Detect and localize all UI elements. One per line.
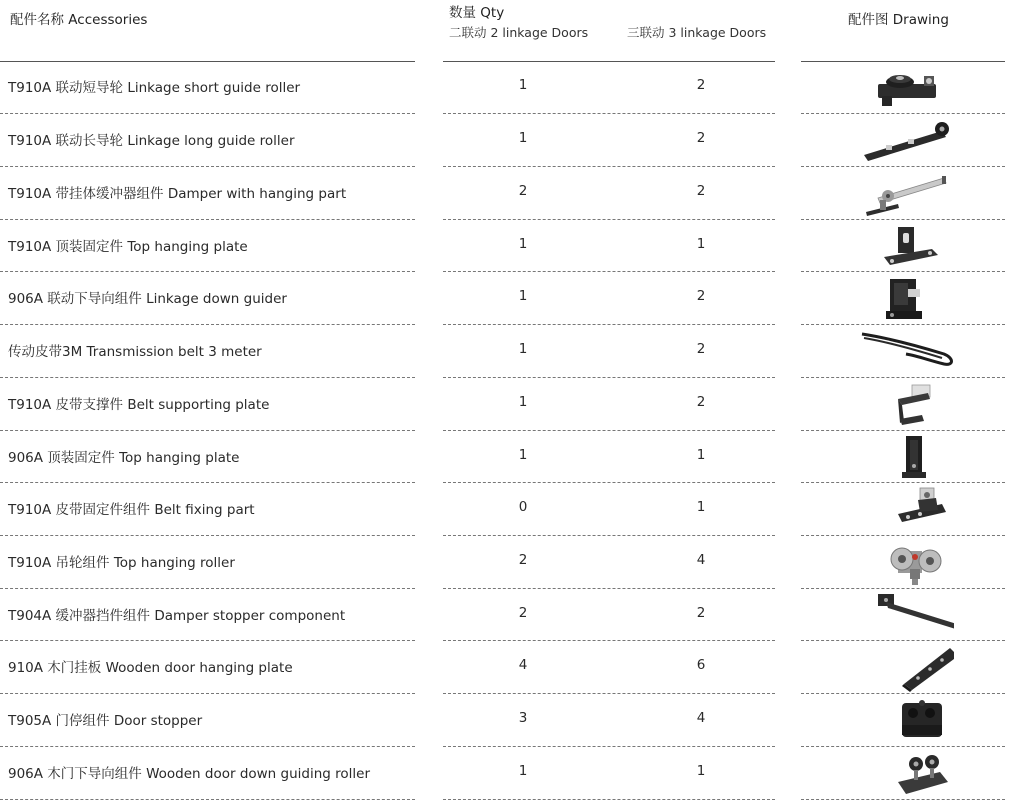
table-row [0,642,1015,695]
qty-3: 2 [696,288,706,304]
qty-2: 3 [518,710,528,726]
row-divider [0,482,415,483]
row-divider [801,799,1005,800]
row-divider [801,588,1005,589]
qty-3: 2 [696,605,706,621]
row-divider [0,746,415,747]
qty-3: 2 [696,394,706,410]
item-name: 传动皮带3M Transmission belt 3 meter [8,344,262,360]
belt-support-icon [858,381,954,429]
belt-fixing-icon [858,486,954,534]
qty-2: 2 [518,183,528,199]
table-row [0,484,1015,537]
row-divider [801,271,1005,272]
row-divider [443,324,775,325]
row-divider [443,166,775,167]
qty-3: 2 [696,341,706,357]
drawing-header: 配件图 Drawing [848,12,949,28]
row-divider [0,799,415,800]
qty-3: 4 [696,710,706,726]
row-divider [801,113,1005,114]
table-row [0,115,1015,168]
row-divider [443,271,775,272]
row-divider [801,482,1005,483]
down-guiding-roller-icon [858,750,954,798]
row-divider [443,799,775,800]
qty-3: 1 [696,236,706,252]
qty-3: 4 [696,552,706,568]
item-name: T910A 顶装固定件 Top hanging plate [8,239,248,255]
row-divider [443,588,775,589]
item-name: T910A 吊轮组件 Top hanging roller [8,555,235,571]
table-row [0,273,1015,326]
table-row [0,590,1015,643]
qty-2: 1 [518,447,528,463]
table-row [0,695,1015,748]
row-divider [443,482,775,483]
row-divider [0,271,415,272]
row-divider [443,219,775,220]
qty-3: 1 [696,499,706,515]
row-divider [443,746,775,747]
item-name: 906A 木门下导向组件 Wooden door down guiding roller [8,766,371,782]
row-divider [801,535,1005,536]
item-name: T910A 联动长导轮 Linkage long guide roller [8,133,295,149]
row-divider [0,535,415,536]
qty-3: 1 [696,447,706,463]
row-divider [801,693,1005,694]
qty-2: 1 [518,288,528,304]
item-name: 906A 联动下导向组件 Linkage down guider [8,291,287,307]
qty-3: 2 [696,183,706,199]
qty-3-linkage-header: 三联动 3 linkage Doors [627,25,767,40]
row-divider [801,324,1005,325]
qty-2: 1 [518,763,528,779]
item-name: 910A 木门挂板 Wooden door hanging plate [8,660,293,676]
short-guide-roller-icon [858,64,954,112]
long-guide-roller-icon [858,117,954,165]
damper-icon [858,170,954,218]
item-name: T910A 皮带固定件组件 Belt fixing part [8,502,255,518]
table-row [0,221,1015,274]
item-name: T910A 联动短导轮 Linkage short guide roller [8,80,301,96]
row-divider [801,640,1005,641]
hanging-roller-icon [858,539,954,587]
top-hanging-plate-906-icon [858,434,954,482]
qty-3: 2 [696,77,706,93]
row-divider [0,113,415,114]
row-divider [801,377,1005,378]
row-divider [801,219,1005,220]
down-guider-icon [858,275,954,323]
table-row [0,379,1015,432]
qty-2: 2 [518,552,528,568]
row-divider [801,166,1005,167]
row-divider [443,693,775,694]
item-name: T904A 缓冲器挡件组件 Damper stopper component [8,608,346,624]
accessories-header: 配件名称 Accessories [10,12,148,28]
table-row [0,432,1015,485]
qty-2: 4 [518,657,528,673]
qty-2: 1 [518,341,528,357]
qty-header: 数量 Qty [449,5,505,21]
wooden-door-plate-icon [858,644,954,692]
row-divider [0,693,415,694]
row-divider [0,640,415,641]
row-divider [0,377,415,378]
table-row [0,326,1015,379]
top-hanging-plate-icon [858,223,954,271]
row-divider [0,588,415,589]
qty-2: 0 [518,499,528,515]
door-stopper-icon [858,697,954,745]
table-row [0,168,1015,221]
row-divider [443,535,775,536]
item-name: T910A 带挂体缓冲器组件 Damper with hanging part [8,186,347,202]
qty-3: 2 [696,130,706,146]
row-divider [801,430,1005,431]
table-row [0,748,1015,801]
table-row [0,62,1015,115]
row-divider [443,113,775,114]
qty-3: 6 [696,657,706,673]
row-divider [801,746,1005,747]
row-divider [443,377,775,378]
item-name: T905A 门停组件 Door stopper [8,713,203,729]
transmission-belt-icon [858,328,954,376]
qty-3: 1 [696,763,706,779]
item-name: T910A 皮带支撑件 Belt supporting plate [8,397,270,413]
qty-2: 1 [518,77,528,93]
item-name: 906A 顶装固定件 Top hanging plate [8,450,240,466]
row-divider [0,166,415,167]
row-divider [0,430,415,431]
row-divider [0,219,415,220]
qty-2: 2 [518,605,528,621]
row-divider [0,324,415,325]
qty-2: 1 [518,236,528,252]
qty-2-linkage-header: 二联动 2 linkage Doors [449,25,589,40]
qty-2: 1 [518,394,528,410]
row-divider [443,430,775,431]
qty-2: 1 [518,130,528,146]
damper-stopper-icon [858,592,954,640]
table-row [0,537,1015,590]
row-divider [443,640,775,641]
